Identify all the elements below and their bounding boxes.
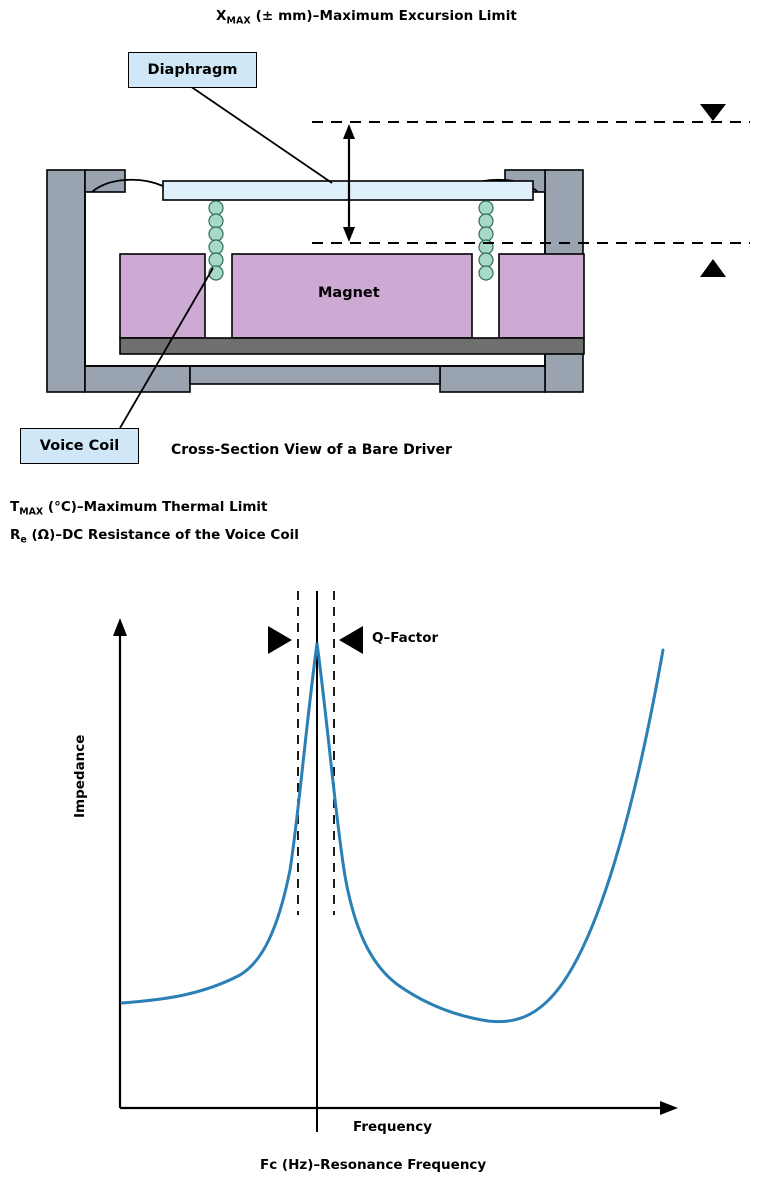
- xmax-title-rest: (± mm)–Maximum Excursion Limit: [250, 8, 517, 24]
- tmax-note: [10, 499, 268, 518]
- cross-section-caption: Cross-Section View of a Bare Driver: [171, 442, 452, 458]
- chart-x-axis-arrow: [660, 1101, 678, 1115]
- right-triangle-marker: [268, 626, 292, 654]
- frequency-axis-label: Frequency: [353, 1119, 433, 1135]
- re-note-sub: e: [20, 534, 27, 546]
- driver-cross-section: [47, 86, 584, 428]
- voice-coil-label-box: [20, 428, 139, 464]
- voice-coil-label-text: Voice Coil: [39, 438, 120, 454]
- impedance-chart: [113, 591, 678, 1132]
- magnet-label: Magnet: [318, 285, 380, 301]
- diaphragm-label-box: [128, 52, 257, 88]
- chart-y-axis-arrow: [113, 618, 127, 636]
- xmax-title-prefix: X: [216, 8, 227, 24]
- voice-coil-left: [209, 201, 223, 280]
- impedance-curve: [122, 643, 663, 1022]
- q-factor-label: Q–Factor: [372, 630, 439, 646]
- impedance-axis-label: Impedance: [72, 734, 88, 818]
- voice-coil-right: [479, 201, 493, 280]
- magnet-right-pole: [499, 254, 584, 338]
- tmax-note-rest: (°C)–Maximum Thermal Limit: [43, 499, 268, 515]
- excursion-arrow-up-head: [343, 124, 355, 139]
- re-note-rest: (Ω)–DC Resistance of the Voice Coil: [26, 527, 299, 543]
- diaphragm-label-text: Diaphragm: [147, 62, 238, 78]
- magnet-left-pole: [120, 254, 205, 338]
- up-triangle-marker: [700, 259, 726, 277]
- tmax-note-prefix: T: [10, 499, 20, 515]
- bottom-plate: [120, 338, 584, 354]
- down-triangle-marker: [700, 104, 726, 121]
- frame-left-wall: [47, 170, 85, 392]
- re-note: [10, 527, 299, 546]
- leader-diaphragm: [190, 86, 332, 183]
- frame-bottom-right-arm: [440, 366, 545, 392]
- xmax-title-sub: MAX: [226, 15, 251, 27]
- frame-bottom-center-bar: [190, 366, 440, 384]
- left-triangle-marker: [339, 626, 363, 654]
- frame-bottom-left-arm: [85, 366, 190, 392]
- resonance-frequency-caption: Fc (Hz)–Resonance Frequency: [260, 1157, 487, 1173]
- xmax-title: [216, 8, 517, 27]
- excursion-arrow-down-head: [343, 227, 355, 242]
- tmax-note-sub: MAX: [19, 506, 44, 518]
- re-note-prefix: R: [10, 527, 21, 543]
